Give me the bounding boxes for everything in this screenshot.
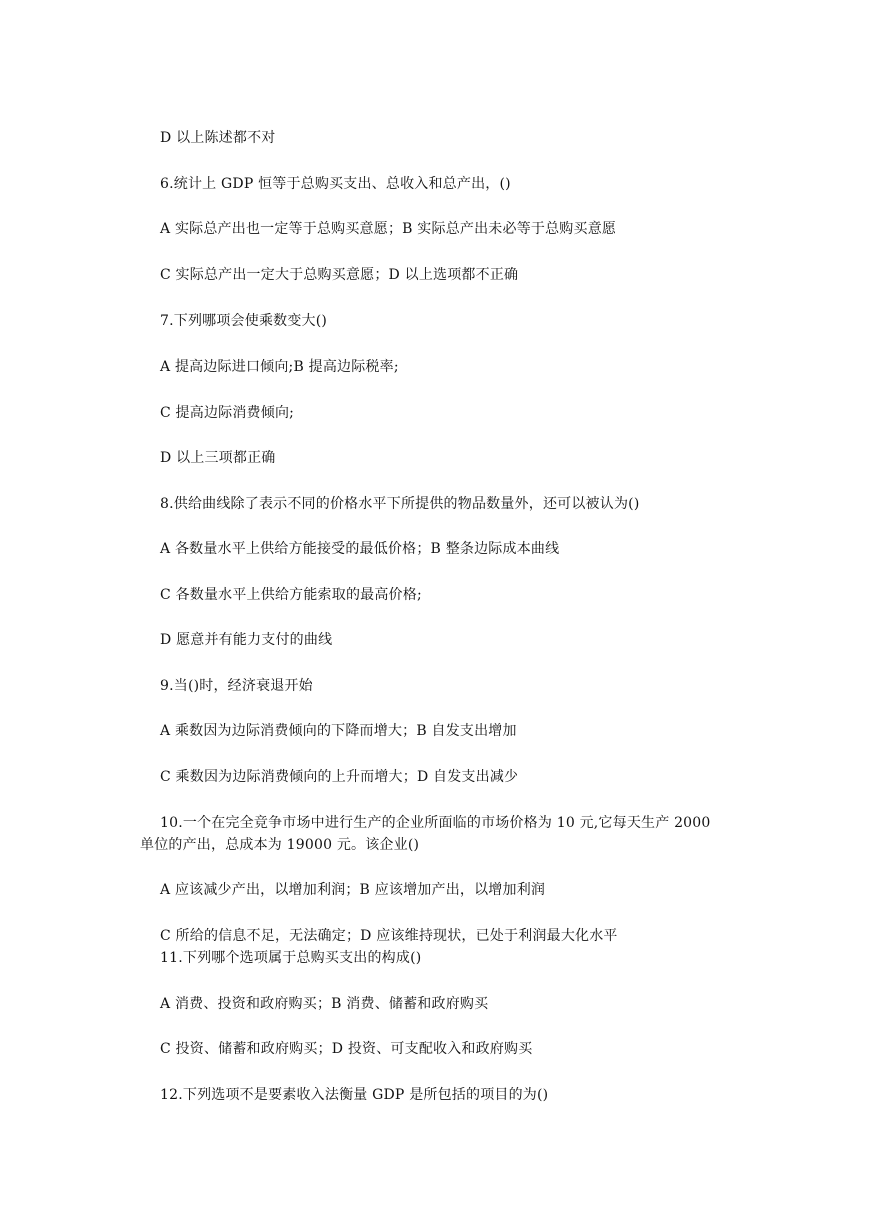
question-8: 8.供给曲线除了表示不同的价格水平下所提供的物品数量外，还可以被认为() [160, 496, 640, 512]
options-cd-q9: C 乘数因为边际消费倾向的上升而增大；D 自发支出减少 [160, 769, 519, 785]
option-d-q8: D 愿意并有能力支付的曲线 [160, 632, 333, 648]
question-10-line-2: 单位的产出，总成本为 19000 元。该企业() [140, 837, 420, 853]
option-d-q5: D 以上陈述都不对 [160, 130, 276, 146]
question-9: 9.当()时，经济衰退开始 [160, 678, 313, 694]
options-cd-q11: C 投资、储蓄和政府购买；D 投资、可支配收入和政府购买 [160, 1041, 533, 1057]
question-10-line-1: 10.一个在完全竞争市场中进行生产的企业所面临的市场价格为 10 元,它每天生产 2000 [160, 815, 711, 831]
question-12: 12.下列选项不是要素收入法衡量 GDP 是所包括的项目的为() [160, 1087, 549, 1103]
options-ab-q8: A 各数量水平上供给方能接受的最低价格；B 整条边际成本曲线 [160, 541, 560, 557]
question-7: 7.下列哪项会使乘数变大() [160, 313, 328, 329]
options-ab-q6: A 实际总产出也一定等于总购买意愿；B 实际总产出未必等于总购买意愿 [160, 221, 617, 237]
question-6: 6.统计上 GDP 恒等于总购买支出、总收入和总产出，() [160, 176, 511, 192]
option-c-q7: C 提高边际消费倾向; [160, 405, 295, 421]
question-11: 11.下列哪个选项属于总购买支出的构成() [160, 950, 422, 966]
options-ab-q9: A 乘数因为边际消费倾向的下降而增大；B 自发支出增加 [160, 723, 517, 739]
options-ab-q11: A 消费、投资和政府购买；B 消费、储蓄和政府购买 [160, 996, 489, 1012]
options-cd-q6: C 实际总产出一定大于总购买意愿；D 以上选项都不正确 [160, 267, 519, 283]
option-d-q7: D 以上三项都正确 [160, 450, 276, 466]
options-cd-q10: C 所给的信息不足，无法确定；D 应该维持现状，已处于利润最大化水平 [160, 928, 618, 944]
options-ab-q7: A 提高边际进口倾向;B 提高边际税率; [160, 359, 399, 375]
option-c-q8: C 各数量水平上供给方能索取的最高价格; [160, 587, 422, 603]
options-ab-q10: A 应该减少产出，以增加利润；B 应该增加产出，以增加利润 [160, 882, 546, 898]
